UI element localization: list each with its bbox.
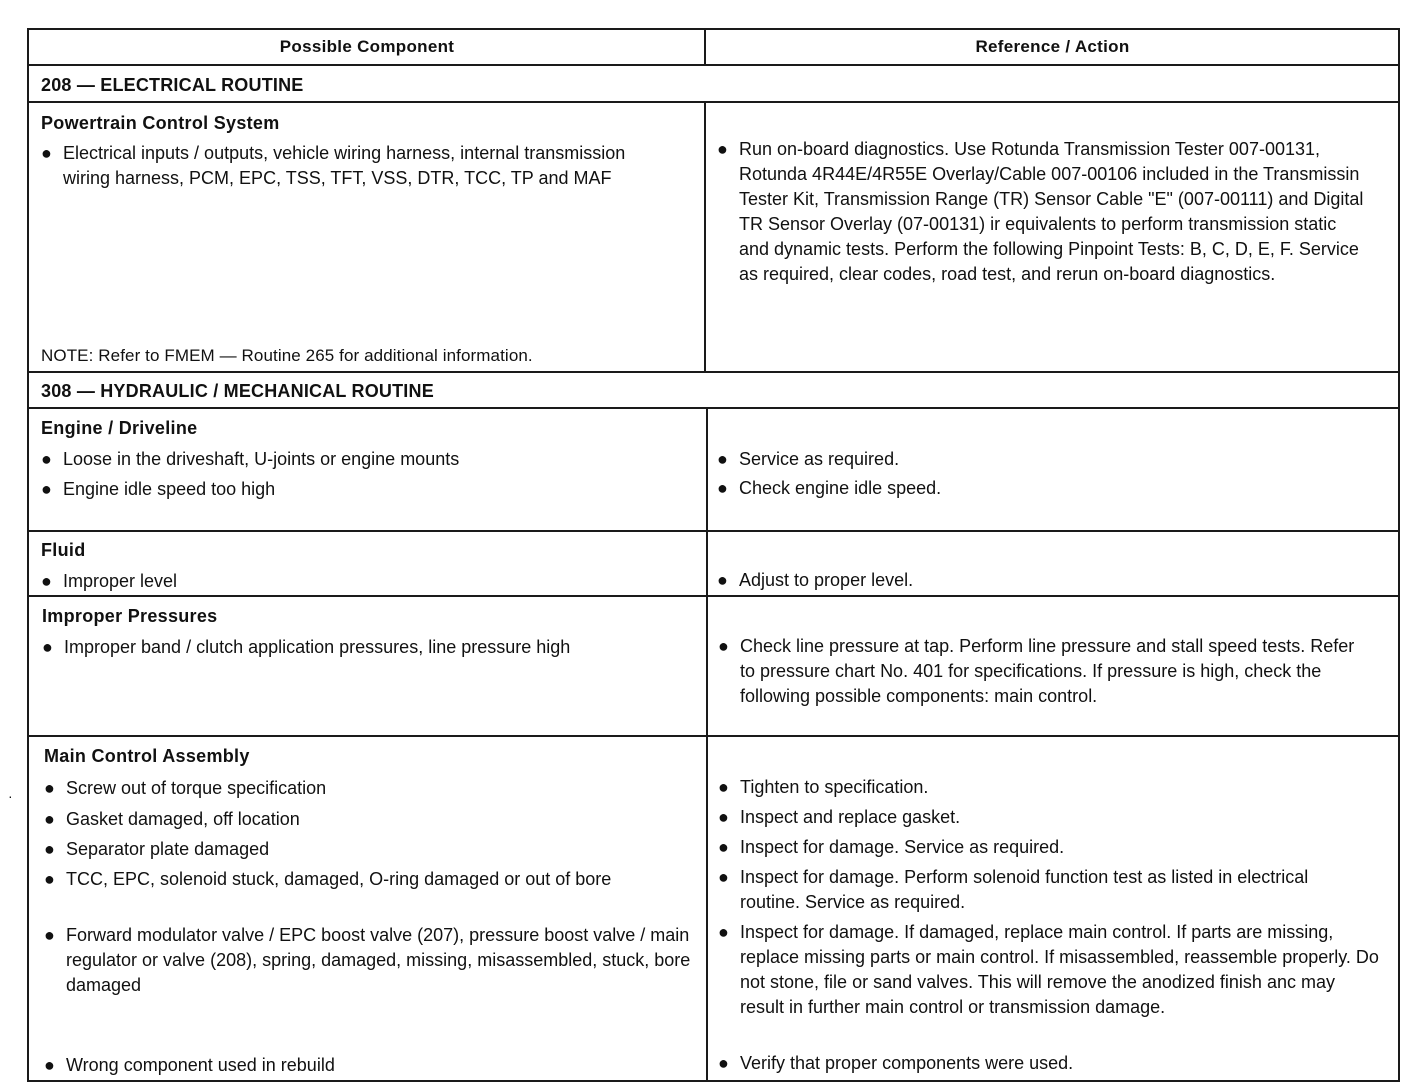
component-text: Screw out of torque specification <box>66 778 327 798</box>
component-item <box>44 1053 694 1078</box>
bullet-icon: ● <box>718 922 729 942</box>
header-possible-component: Possible Component <box>279 37 455 56</box>
bullet-icon: ● <box>44 839 55 859</box>
bullet-icon: ● <box>718 1053 729 1073</box>
component-item <box>44 867 694 892</box>
action-text: Check engine idle speed. <box>739 478 942 498</box>
component-text: TCC, EPC, solenoid stuck, damaged, O-ring damaged or out of bore <box>66 869 612 889</box>
component-item <box>44 776 694 801</box>
rule-below-improper-pressures <box>29 735 1398 737</box>
action-text: Inspect for damage. Service as required. <box>740 837 1065 857</box>
group-title-improper-pressures: Improper Pressures <box>42 606 218 626</box>
bullet-icon: ● <box>717 139 728 159</box>
component-item <box>44 923 694 998</box>
component-text: Improper band / clutch application pressures, line pressure high <box>64 637 571 657</box>
group-title-main-control-assembly: Main Control Assembly <box>44 746 250 766</box>
bullet-icon: ● <box>44 925 55 945</box>
action-item <box>717 476 1377 501</box>
bullet-icon: ● <box>717 449 728 469</box>
bullet-icon: ● <box>718 837 729 857</box>
action-item <box>718 775 1383 800</box>
rule-below-engine-driveline <box>29 530 1398 532</box>
bullet-icon: ● <box>41 143 52 163</box>
bullet-icon: ● <box>42 637 53 657</box>
divider-hydraulic <box>706 408 708 1082</box>
component-item <box>41 447 681 472</box>
margin-mark: · <box>8 788 13 804</box>
action-item <box>718 865 1368 915</box>
action-item <box>718 634 1368 709</box>
header-reference-action: Reference / Action <box>975 37 1130 56</box>
rule-below-fluid <box>29 595 1398 597</box>
rule-below-electrical-section <box>29 371 1398 373</box>
rule-below-hydraulic-title <box>29 407 1398 409</box>
bullet-icon: ● <box>717 570 728 590</box>
action-text: Service as required. <box>739 449 900 469</box>
component-item <box>41 569 681 594</box>
action-item <box>718 1051 1383 1076</box>
action-text: Check line pressure at tap. Perform line pressure and stall speed tests. Refer to pressure chart No. 401 for specifications. If pressure is high, check the following possible components: main control. <box>740 636 1355 706</box>
component-text: Wrong component used in rebuild <box>66 1055 335 1075</box>
component-item <box>44 837 694 862</box>
note-fmem: NOTE: Refer to FMEM — Routine 265 for additional information. <box>41 346 533 365</box>
action-item <box>718 835 1383 860</box>
bullet-icon: ● <box>44 809 55 829</box>
diagnosis-table <box>27 28 1400 1082</box>
action-text: Run on-board diagnostics. Use Rotunda Transmission Tester 007-00131, Rotunda 4R44E/4R55E Overlay/Cable 007-00106 included in the Transmissin Tester Kit, Transmission Range (TR) Sensor Cable "E" (007-00111) and Digital TR Sensor Overlay (07-00131) ir equivalents to perform transmission static and dynamic tests. Perform the following Pinpoint Tests: B, C, D, E, F. Service as required, clear codes, road test, and rerun on-board diagnostics. <box>739 139 1364 284</box>
action-text: Inspect for damage. If damaged, replace main control. If parts are missing, replace missing parts or main control. If misassembled, reassemble properly. Do not stone, file or sand valves. This will remove the anodized finish anc may result in further main control or transmission damage. <box>740 922 1379 1017</box>
component-text: Forward modulator valve / EPC boost valve (207), pressure boost valve / main regulator or valve (208), spring, damaged, missing, misassembled, stuck, bore damaged <box>66 925 691 995</box>
component-item <box>44 807 694 832</box>
bullet-icon: ● <box>718 777 729 797</box>
component-text: Gasket damaged, off location <box>66 809 300 829</box>
component-item <box>41 141 661 191</box>
section-title-hydraulic: 308 — HYDRAULIC / MECHANICAL ROUTINE <box>41 381 434 401</box>
bullet-icon: ● <box>41 479 52 499</box>
action-text: Inspect and replace gasket. <box>740 807 961 827</box>
action-text: Inspect for damage. Perform solenoid function test as listed in electrical routine. Service as required. <box>740 867 1309 912</box>
action-text: Verify that proper components were used. <box>740 1053 1074 1073</box>
component-text: Separator plate damaged <box>66 839 270 859</box>
action-item <box>717 568 1377 593</box>
action-item <box>718 805 1383 830</box>
bullet-icon: ● <box>44 1055 55 1075</box>
rule-below-electrical-title <box>29 101 1398 103</box>
component-text: Loose in the driveshaft, U-joints or engine mounts <box>63 449 460 469</box>
section-title-electrical: 208 — ELECTRICAL ROUTINE <box>41 75 304 95</box>
component-text: Electrical inputs / outputs, vehicle wiring harness, internal transmission wiring harness, PCM, EPC, TSS, TFT, VSS, DTR, TCC, TP and MAF <box>63 143 626 188</box>
bullet-icon: ● <box>718 636 729 656</box>
action-text: Tighten to specification. <box>740 777 929 797</box>
group-title-engine-driveline: Engine / Driveline <box>41 418 198 438</box>
bullet-icon: ● <box>717 478 728 498</box>
action-item <box>718 920 1383 1020</box>
component-item <box>41 477 681 502</box>
bullet-icon: ● <box>44 869 55 889</box>
group-title-powertrain: Powertrain Control System <box>41 113 280 133</box>
action-text: Adjust to proper level. <box>739 570 914 590</box>
component-item <box>42 635 687 660</box>
bullet-icon: ● <box>41 449 52 469</box>
divider-header <box>704 30 706 65</box>
component-text: Engine idle speed too high <box>63 479 276 499</box>
component-text: Improper level <box>63 571 178 591</box>
rule-below-header <box>29 64 1398 66</box>
bullet-icon: ● <box>718 807 729 827</box>
group-title-fluid: Fluid <box>41 540 86 560</box>
bullet-icon: ● <box>718 867 729 887</box>
bullet-icon: ● <box>44 778 55 798</box>
action-item <box>717 137 1367 287</box>
divider-electrical <box>704 102 706 372</box>
bullet-icon: ● <box>41 571 52 591</box>
action-item <box>717 447 1377 472</box>
